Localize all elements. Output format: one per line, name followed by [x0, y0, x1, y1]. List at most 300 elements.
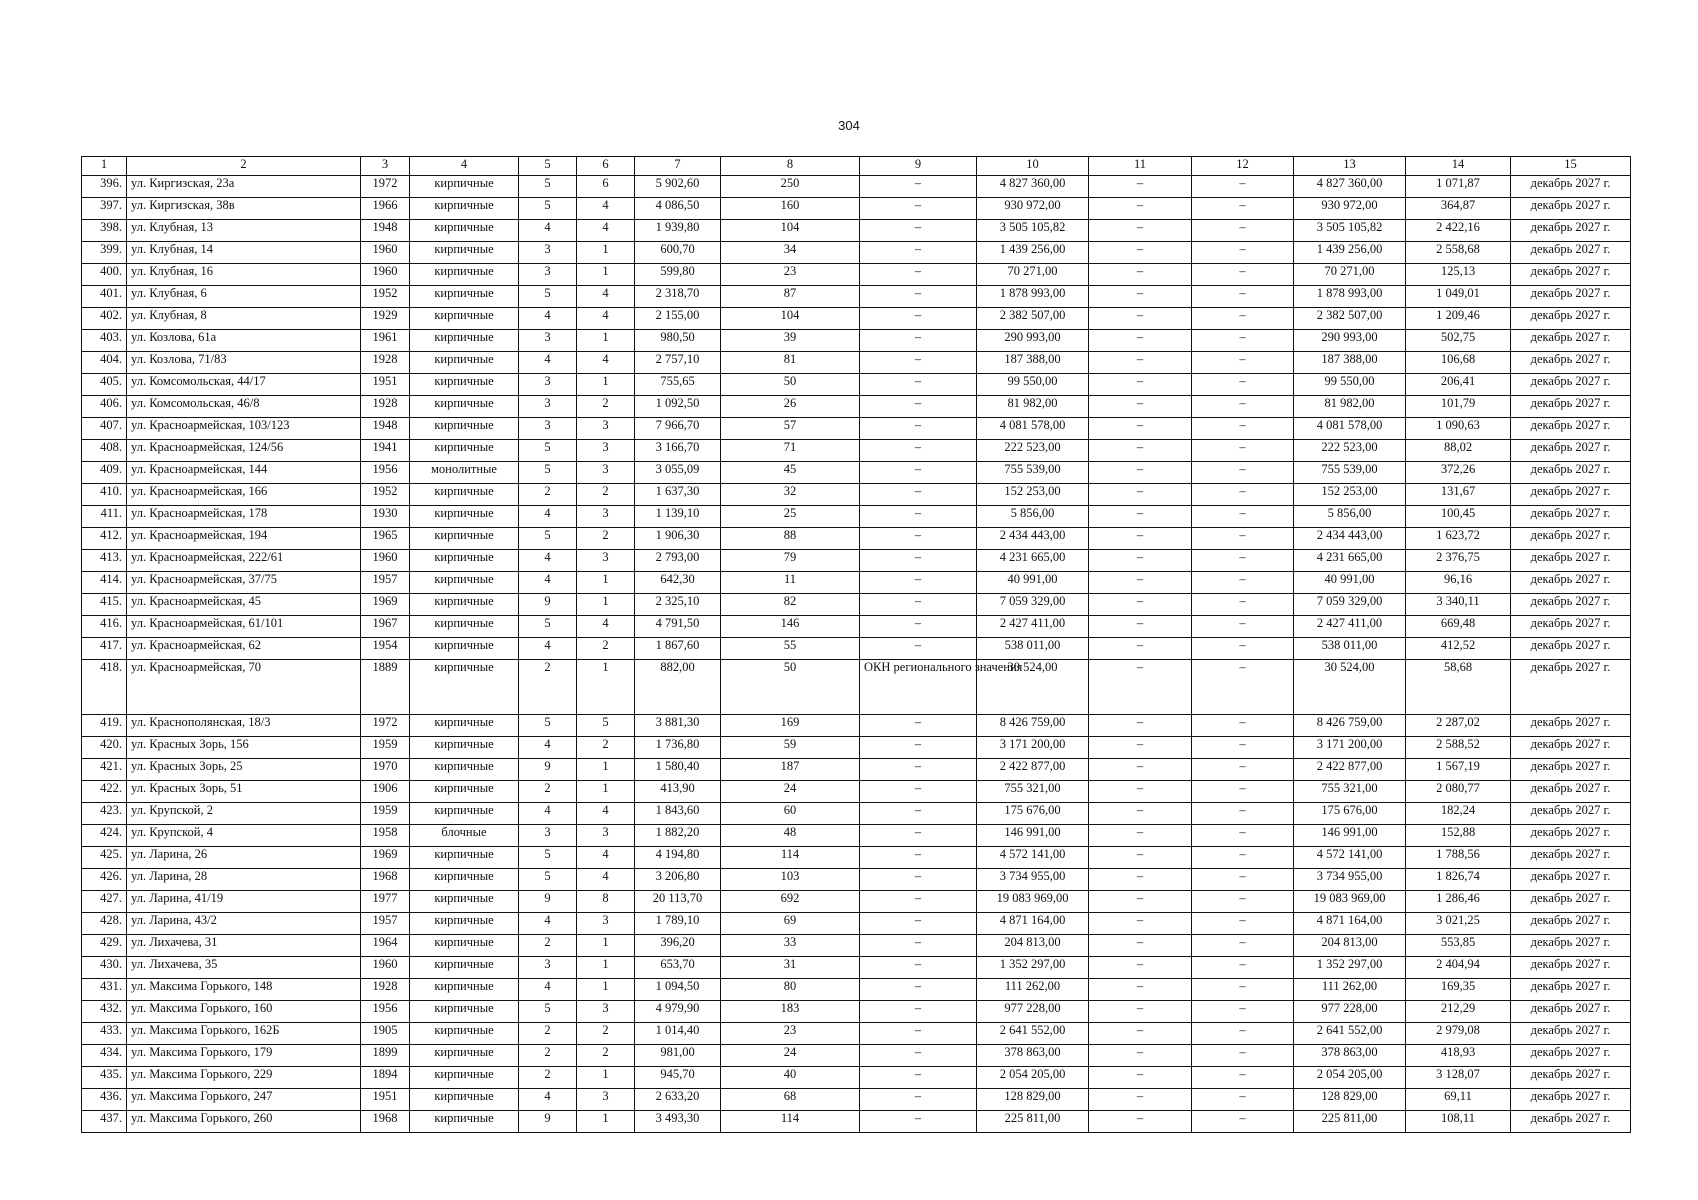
cell-col-11: –	[1089, 1001, 1192, 1023]
cell-area: 1 939,80	[635, 220, 721, 242]
cell-year-built: 1968	[361, 869, 410, 891]
cell-deadline: декабрь 2027 г.	[1511, 550, 1631, 572]
cell-entrances: 4	[577, 308, 635, 330]
cell-deadline: декабрь 2027 г.	[1511, 264, 1631, 286]
cell-col-11: –	[1089, 913, 1192, 935]
cell-area: 642,30	[635, 572, 721, 594]
cell-area: 4 194,80	[635, 847, 721, 869]
cell-col-12: –	[1192, 572, 1294, 594]
cell-entrances: 1	[577, 264, 635, 286]
cell-wall-material: кирпичные	[410, 550, 519, 572]
table-row	[82, 308, 1631, 330]
cell-address: ул. Ларина, 26	[127, 847, 361, 869]
cell-address: ул. Красноармейская, 124/56	[127, 440, 361, 462]
cell-total-cost: 99 550,00	[1294, 374, 1406, 396]
cell-floors: 2	[519, 660, 577, 715]
cell-cost-per-unit: 88,02	[1406, 440, 1511, 462]
cell-floors: 4	[519, 352, 577, 374]
cell-residents: 160	[721, 198, 860, 220]
cell-cost-per-unit: 100,45	[1406, 506, 1511, 528]
cell-wall-material: кирпичные	[410, 1111, 519, 1133]
cell-year-built: 1957	[361, 572, 410, 594]
cell-row-number: 433.	[82, 1023, 127, 1045]
cell-col-11: –	[1089, 638, 1192, 660]
cell-col-11: –	[1089, 484, 1192, 506]
cell-entrances: 3	[577, 1089, 635, 1111]
cell-col-12: –	[1192, 352, 1294, 374]
cell-heritage-status: –	[860, 484, 977, 506]
cell-deadline: декабрь 2027 г.	[1511, 638, 1631, 660]
cell-heritage-status: –	[860, 352, 977, 374]
column-header: 10	[977, 157, 1089, 176]
cell-heritage-status: –	[860, 825, 977, 847]
cell-deadline: декабрь 2027 г.	[1511, 957, 1631, 979]
cell-entrances: 3	[577, 913, 635, 935]
cell-cost: 222 523,00	[977, 440, 1089, 462]
cell-residents: 26	[721, 396, 860, 418]
cell-deadline: декабрь 2027 г.	[1511, 825, 1631, 847]
cell-deadline: декабрь 2027 г.	[1511, 660, 1631, 715]
cell-area: 2 318,70	[635, 286, 721, 308]
cell-cost: 152 253,00	[977, 484, 1089, 506]
cell-entrances: 1	[577, 242, 635, 264]
cell-total-cost: 538 011,00	[1294, 638, 1406, 660]
cell-col-11: –	[1089, 1045, 1192, 1067]
cell-entrances: 4	[577, 286, 635, 308]
cell-year-built: 1967	[361, 616, 410, 638]
cell-row-number: 415.	[82, 594, 127, 616]
cell-col-12: –	[1192, 660, 1294, 715]
cell-wall-material: кирпичные	[410, 418, 519, 440]
cell-year-built: 1948	[361, 418, 410, 440]
cell-heritage-status: –	[860, 957, 977, 979]
cell-wall-material: кирпичные	[410, 330, 519, 352]
cell-total-cost: 2 054 205,00	[1294, 1067, 1406, 1089]
cell-cost: 4 871 164,00	[977, 913, 1089, 935]
cell-col-11: –	[1089, 264, 1192, 286]
cell-residents: 48	[721, 825, 860, 847]
cell-col-12: –	[1192, 176, 1294, 198]
cell-row-number: 435.	[82, 1067, 127, 1089]
cell-cost: 111 262,00	[977, 979, 1089, 1001]
table-row	[82, 1001, 1631, 1023]
cell-row-number: 430.	[82, 957, 127, 979]
table-row	[82, 891, 1631, 913]
cell-cost-per-unit: 553,85	[1406, 935, 1511, 957]
cell-floors: 9	[519, 891, 577, 913]
cell-total-cost: 4 827 360,00	[1294, 176, 1406, 198]
column-header: 3	[361, 157, 410, 176]
cell-row-number: 407.	[82, 418, 127, 440]
cell-heritage-status: –	[860, 616, 977, 638]
cell-residents: 50	[721, 660, 860, 715]
cell-heritage-status: –	[860, 550, 977, 572]
cell-residents: 104	[721, 308, 860, 330]
cell-area: 2 757,10	[635, 352, 721, 374]
cell-cost-per-unit: 125,13	[1406, 264, 1511, 286]
cell-year-built: 1965	[361, 528, 410, 550]
cell-row-number: 432.	[82, 1001, 127, 1023]
cell-col-11: –	[1089, 847, 1192, 869]
cell-residents: 87	[721, 286, 860, 308]
cell-row-number: 428.	[82, 913, 127, 935]
cell-col-11: –	[1089, 594, 1192, 616]
cell-address: ул. Краснополянская, 18/3	[127, 715, 361, 737]
cell-col-11: –	[1089, 715, 1192, 737]
cell-address: ул. Красноармейская, 222/61	[127, 550, 361, 572]
table-row	[82, 550, 1631, 572]
cell-col-11: –	[1089, 330, 1192, 352]
cell-cost-per-unit: 418,93	[1406, 1045, 1511, 1067]
cell-entrances: 3	[577, 462, 635, 484]
cell-cost-per-unit: 1 090,63	[1406, 418, 1511, 440]
cell-year-built: 1972	[361, 715, 410, 737]
cell-col-12: –	[1192, 1023, 1294, 1045]
cell-heritage-status: –	[860, 572, 977, 594]
cell-floors: 4	[519, 913, 577, 935]
cell-wall-material: кирпичные	[410, 1089, 519, 1111]
cell-area: 1 094,50	[635, 979, 721, 1001]
cell-deadline: декабрь 2027 г.	[1511, 418, 1631, 440]
cell-total-cost: 755 321,00	[1294, 781, 1406, 803]
table-row	[82, 440, 1631, 462]
cell-row-number: 397.	[82, 198, 127, 220]
cell-year-built: 1929	[361, 308, 410, 330]
cell-entrances: 1	[577, 957, 635, 979]
cell-total-cost: 3 505 105,82	[1294, 220, 1406, 242]
cell-heritage-status: –	[860, 308, 977, 330]
cell-area: 600,70	[635, 242, 721, 264]
cell-year-built: 1958	[361, 825, 410, 847]
cell-cost: 3 505 105,82	[977, 220, 1089, 242]
cell-total-cost: 30 524,00	[1294, 660, 1406, 715]
cell-cost: 1 439 256,00	[977, 242, 1089, 264]
cell-cost: 2 641 552,00	[977, 1023, 1089, 1045]
cell-cost-per-unit: 1 071,87	[1406, 176, 1511, 198]
cell-year-built: 1928	[361, 352, 410, 374]
cell-deadline: декабрь 2027 г.	[1511, 1111, 1631, 1133]
cell-row-number: 402.	[82, 308, 127, 330]
cell-deadline: декабрь 2027 г.	[1511, 440, 1631, 462]
cell-area: 1 637,30	[635, 484, 721, 506]
cell-residents: 33	[721, 935, 860, 957]
cell-col-11: –	[1089, 825, 1192, 847]
cell-total-cost: 4 572 141,00	[1294, 847, 1406, 869]
cell-col-12: –	[1192, 1089, 1294, 1111]
cell-year-built: 1977	[361, 891, 410, 913]
cell-col-11: –	[1089, 528, 1192, 550]
cell-area: 945,70	[635, 1067, 721, 1089]
cell-col-11: –	[1089, 352, 1192, 374]
cell-total-cost: 4 231 665,00	[1294, 550, 1406, 572]
cell-floors: 3	[519, 330, 577, 352]
cell-cost-per-unit: 3 021,25	[1406, 913, 1511, 935]
cell-col-12: –	[1192, 264, 1294, 286]
cell-total-cost: 755 539,00	[1294, 462, 1406, 484]
cell-deadline: декабрь 2027 г.	[1511, 759, 1631, 781]
cell-total-cost: 128 829,00	[1294, 1089, 1406, 1111]
cell-cost-per-unit: 58,68	[1406, 660, 1511, 715]
table-row	[82, 418, 1631, 440]
cell-address: ул. Ларина, 28	[127, 869, 361, 891]
cell-entrances: 1	[577, 1111, 635, 1133]
cell-residents: 24	[721, 781, 860, 803]
cell-residents: 55	[721, 638, 860, 660]
cell-address: ул. Киргизская, 38в	[127, 198, 361, 220]
table-row	[82, 616, 1631, 638]
cell-col-12: –	[1192, 869, 1294, 891]
table-row	[82, 737, 1631, 759]
cell-entrances: 6	[577, 176, 635, 198]
table-row	[82, 913, 1631, 935]
cell-heritage-status: –	[860, 440, 977, 462]
cell-heritage-status: –	[860, 506, 977, 528]
cell-floors: 4	[519, 220, 577, 242]
cell-row-number: 396.	[82, 176, 127, 198]
cell-area: 2 633,20	[635, 1089, 721, 1111]
cell-col-11: –	[1089, 979, 1192, 1001]
cell-row-number: 420.	[82, 737, 127, 759]
cell-address: ул. Красноармейская, 144	[127, 462, 361, 484]
cell-entrances: 4	[577, 198, 635, 220]
cell-col-12: –	[1192, 286, 1294, 308]
cell-area: 4 791,50	[635, 616, 721, 638]
cell-heritage-status: –	[860, 1001, 977, 1023]
cell-row-number: 401.	[82, 286, 127, 308]
cell-area: 882,00	[635, 660, 721, 715]
cell-residents: 114	[721, 1111, 860, 1133]
cell-wall-material: кирпичные	[410, 660, 519, 715]
cell-year-built: 1960	[361, 550, 410, 572]
cell-col-12: –	[1192, 396, 1294, 418]
cell-row-number: 408.	[82, 440, 127, 462]
cell-deadline: декабрь 2027 г.	[1511, 1067, 1631, 1089]
cell-floors: 5	[519, 198, 577, 220]
cell-floors: 5	[519, 176, 577, 198]
cell-cost: 2 382 507,00	[977, 308, 1089, 330]
cell-row-number: 417.	[82, 638, 127, 660]
cell-cost: 930 972,00	[977, 198, 1089, 220]
cell-col-11: –	[1089, 616, 1192, 638]
cell-entrances: 1	[577, 759, 635, 781]
cell-address: ул. Максима Горького, 260	[127, 1111, 361, 1133]
cell-heritage-status: –	[860, 374, 977, 396]
cell-area: 4 979,90	[635, 1001, 721, 1023]
cell-year-built: 1952	[361, 484, 410, 506]
cell-residents: 32	[721, 484, 860, 506]
cell-heritage-status: –	[860, 913, 977, 935]
cell-heritage-status: –	[860, 176, 977, 198]
cell-address: ул. Ларина, 41/19	[127, 891, 361, 913]
cell-col-11: –	[1089, 242, 1192, 264]
cell-area: 4 086,50	[635, 198, 721, 220]
cell-floors: 4	[519, 737, 577, 759]
cell-year-built: 1960	[361, 957, 410, 979]
cell-deadline: декабрь 2027 г.	[1511, 374, 1631, 396]
cell-area: 1 139,10	[635, 506, 721, 528]
cell-col-11: –	[1089, 1067, 1192, 1089]
cell-year-built: 1928	[361, 396, 410, 418]
cell-address: ул. Крупской, 2	[127, 803, 361, 825]
cell-col-12: –	[1192, 781, 1294, 803]
cell-wall-material: кирпичные	[410, 1067, 519, 1089]
cell-cost: 81 982,00	[977, 396, 1089, 418]
table-row	[82, 1023, 1631, 1045]
cell-col-11: –	[1089, 957, 1192, 979]
cell-col-12: –	[1192, 935, 1294, 957]
cell-floors: 4	[519, 506, 577, 528]
cell-wall-material: кирпичные	[410, 1023, 519, 1045]
cell-residents: 34	[721, 242, 860, 264]
cell-wall-material: кирпичные	[410, 781, 519, 803]
cell-deadline: декабрь 2027 г.	[1511, 242, 1631, 264]
cell-cost-per-unit: 502,75	[1406, 330, 1511, 352]
cell-col-11: –	[1089, 418, 1192, 440]
column-header: 12	[1192, 157, 1294, 176]
cell-year-built: 1959	[361, 737, 410, 759]
cell-residents: 39	[721, 330, 860, 352]
cell-cost: 7 059 329,00	[977, 594, 1089, 616]
cell-cost-per-unit: 412,52	[1406, 638, 1511, 660]
cell-row-number: 429.	[82, 935, 127, 957]
cell-col-12: –	[1192, 957, 1294, 979]
cell-total-cost: 2 427 411,00	[1294, 616, 1406, 638]
cell-row-number: 425.	[82, 847, 127, 869]
cell-cost: 290 993,00	[977, 330, 1089, 352]
cell-year-built: 1906	[361, 781, 410, 803]
cell-deadline: декабрь 2027 г.	[1511, 616, 1631, 638]
cell-residents: 692	[721, 891, 860, 913]
cell-cost-per-unit: 2 422,16	[1406, 220, 1511, 242]
cell-address: ул. Клубная, 16	[127, 264, 361, 286]
cell-col-11: –	[1089, 220, 1192, 242]
cell-entrances: 4	[577, 220, 635, 242]
cell-cost-per-unit: 1 209,46	[1406, 308, 1511, 330]
cell-area: 1 789,10	[635, 913, 721, 935]
cell-entrances: 2	[577, 484, 635, 506]
cell-total-cost: 187 388,00	[1294, 352, 1406, 374]
cell-year-built: 1968	[361, 1111, 410, 1133]
column-header: 11	[1089, 157, 1192, 176]
cell-row-number: 399.	[82, 242, 127, 264]
cell-cost-per-unit: 152,88	[1406, 825, 1511, 847]
cell-residents: 250	[721, 176, 860, 198]
cell-floors: 9	[519, 594, 577, 616]
cell-residents: 23	[721, 1023, 860, 1045]
cell-cost-per-unit: 182,24	[1406, 803, 1511, 825]
cell-floors: 2	[519, 935, 577, 957]
table-row	[82, 242, 1631, 264]
cell-col-11: –	[1089, 440, 1192, 462]
cell-row-number: 409.	[82, 462, 127, 484]
cell-cost-per-unit: 2 558,68	[1406, 242, 1511, 264]
cell-deadline: декабрь 2027 г.	[1511, 286, 1631, 308]
column-header: 13	[1294, 157, 1406, 176]
cell-residents: 82	[721, 594, 860, 616]
cell-cost: 30 524,00	[977, 660, 1089, 715]
cell-residents: 60	[721, 803, 860, 825]
table-row	[82, 759, 1631, 781]
cell-year-built: 1951	[361, 374, 410, 396]
cell-residents: 71	[721, 440, 860, 462]
column-header: 5	[519, 157, 577, 176]
cell-cost: 187 388,00	[977, 352, 1089, 374]
cell-total-cost: 4 871 164,00	[1294, 913, 1406, 935]
cell-wall-material: кирпичные	[410, 506, 519, 528]
cell-area: 396,20	[635, 935, 721, 957]
cell-wall-material: кирпичные	[410, 737, 519, 759]
cell-cost-per-unit: 669,48	[1406, 616, 1511, 638]
cell-col-12: –	[1192, 220, 1294, 242]
cell-total-cost: 70 271,00	[1294, 264, 1406, 286]
cell-row-number: 405.	[82, 374, 127, 396]
cell-total-cost: 1 439 256,00	[1294, 242, 1406, 264]
cell-deadline: декабрь 2027 г.	[1511, 979, 1631, 1001]
table-row	[82, 660, 1631, 715]
cell-col-12: –	[1192, 1045, 1294, 1067]
cell-wall-material: кирпичные	[410, 1045, 519, 1067]
cell-cost: 146 991,00	[977, 825, 1089, 847]
cell-cost-per-unit: 2 080,77	[1406, 781, 1511, 803]
cell-wall-material: кирпичные	[410, 374, 519, 396]
cell-year-built: 1970	[361, 759, 410, 781]
cell-address: ул. Красноармейская, 103/123	[127, 418, 361, 440]
cell-total-cost: 5 856,00	[1294, 506, 1406, 528]
cell-col-12: –	[1192, 638, 1294, 660]
cell-year-built: 1956	[361, 462, 410, 484]
cell-cost: 99 550,00	[977, 374, 1089, 396]
cell-address: ул. Козлова, 71/83	[127, 352, 361, 374]
cell-total-cost: 1 878 993,00	[1294, 286, 1406, 308]
cell-heritage-status: –	[860, 803, 977, 825]
cell-total-cost: 3 734 955,00	[1294, 869, 1406, 891]
cell-year-built: 1969	[361, 594, 410, 616]
cell-col-11: –	[1089, 1023, 1192, 1045]
cell-entrances: 2	[577, 396, 635, 418]
cell-address: ул. Лихачева, 35	[127, 957, 361, 979]
cell-total-cost: 2 382 507,00	[1294, 308, 1406, 330]
cell-floors: 5	[519, 715, 577, 737]
cell-heritage-status: –	[860, 759, 977, 781]
cell-entrances: 1	[577, 1067, 635, 1089]
cell-address: ул. Максима Горького, 160	[127, 1001, 361, 1023]
cell-address: ул. Красноармейская, 61/101	[127, 616, 361, 638]
table-row	[82, 330, 1631, 352]
cell-area: 3 055,09	[635, 462, 721, 484]
cell-heritage-status: –	[860, 847, 977, 869]
cell-col-11: –	[1089, 781, 1192, 803]
cell-col-12: –	[1192, 1111, 1294, 1133]
cell-area: 3 881,30	[635, 715, 721, 737]
cell-year-built: 1959	[361, 803, 410, 825]
table-row	[82, 1067, 1631, 1089]
cell-heritage-status: –	[860, 869, 977, 891]
cell-wall-material: блочные	[410, 825, 519, 847]
table-row	[82, 374, 1631, 396]
cell-cost: 3 171 200,00	[977, 737, 1089, 759]
cell-cost: 70 271,00	[977, 264, 1089, 286]
cell-col-12: –	[1192, 308, 1294, 330]
cell-col-11: –	[1089, 1111, 1192, 1133]
cell-area: 1 867,60	[635, 638, 721, 660]
cell-wall-material: кирпичные	[410, 308, 519, 330]
cell-area: 2 793,00	[635, 550, 721, 572]
column-header: 7	[635, 157, 721, 176]
cell-deadline: декабрь 2027 г.	[1511, 913, 1631, 935]
cell-entrances: 3	[577, 440, 635, 462]
cell-residents: 69	[721, 913, 860, 935]
table-row	[82, 847, 1631, 869]
